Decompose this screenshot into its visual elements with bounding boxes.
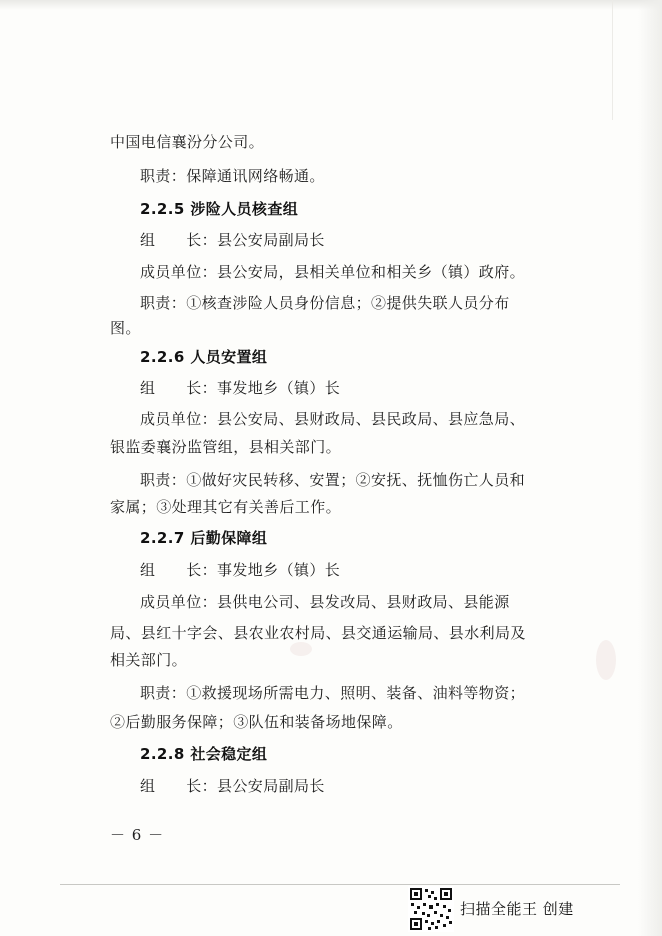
scan-shadow-right [638,0,662,936]
text-line: 中国电信襄汾分公司。 [110,133,265,151]
text-line: 家属；③处理其它有关善后工作。 [110,498,342,516]
text-line: ②后勤服务保障；③队伍和装备场地保障。 [110,713,403,731]
text-line: 图。 [110,319,141,337]
footer-rule [60,884,620,885]
text-line: 职责：①救援现场所需电力、照明、装备、油料等物资； [140,684,526,702]
text-line: 组 长：县公安局副局长 [140,777,325,795]
section-heading: 2.2.6 人员安置组 [140,348,268,366]
qr-code-icon [408,886,454,932]
text-line: 组 长：事发地乡（镇）长 [140,379,341,397]
scan-shadow-top [0,0,662,10]
text-line: 组 长：县公安局副局长 [140,231,325,249]
scanner-watermark: 扫描全能王 创建 [460,900,574,918]
text-line: 职责：保障通讯网络畅通。 [140,167,325,185]
page-number: － 6 － [110,826,165,844]
text-line: 银监委襄汾监管组，县相关部门。 [110,438,342,456]
scan-edge-line [612,0,613,120]
section-heading: 2.2.7 后勤保障组 [140,529,268,547]
text-line: 局、县红十字会、县农业农村局、县交通运输局、县水利局及 [110,624,526,642]
bleed-mark [290,642,312,656]
text-line: 组 长：事发地乡（镇）长 [140,561,341,579]
text-line: 职责：①核查涉险人员身份信息；②提供失联人员分布 [140,294,510,312]
text-line: 成员单位：县公安局，县相关单位和相关乡（镇）政府。 [140,263,526,281]
text-line: 成员单位：县公安局、县财政局、县民政局、县应急局、 [140,410,526,428]
bleed-mark [596,640,616,680]
section-heading: 2.2.5 涉险人员核查组 [140,200,299,218]
text-line: 相关部门。 [110,651,188,669]
section-heading: 2.2.8 社会稳定组 [140,745,268,763]
text-line: 成员单位：县供电公司、县发改局、县财政局、县能源 [140,593,510,611]
text-line: 职责：①做好灾民转移、安置；②安抚、抚恤伤亡人员和 [140,471,526,489]
